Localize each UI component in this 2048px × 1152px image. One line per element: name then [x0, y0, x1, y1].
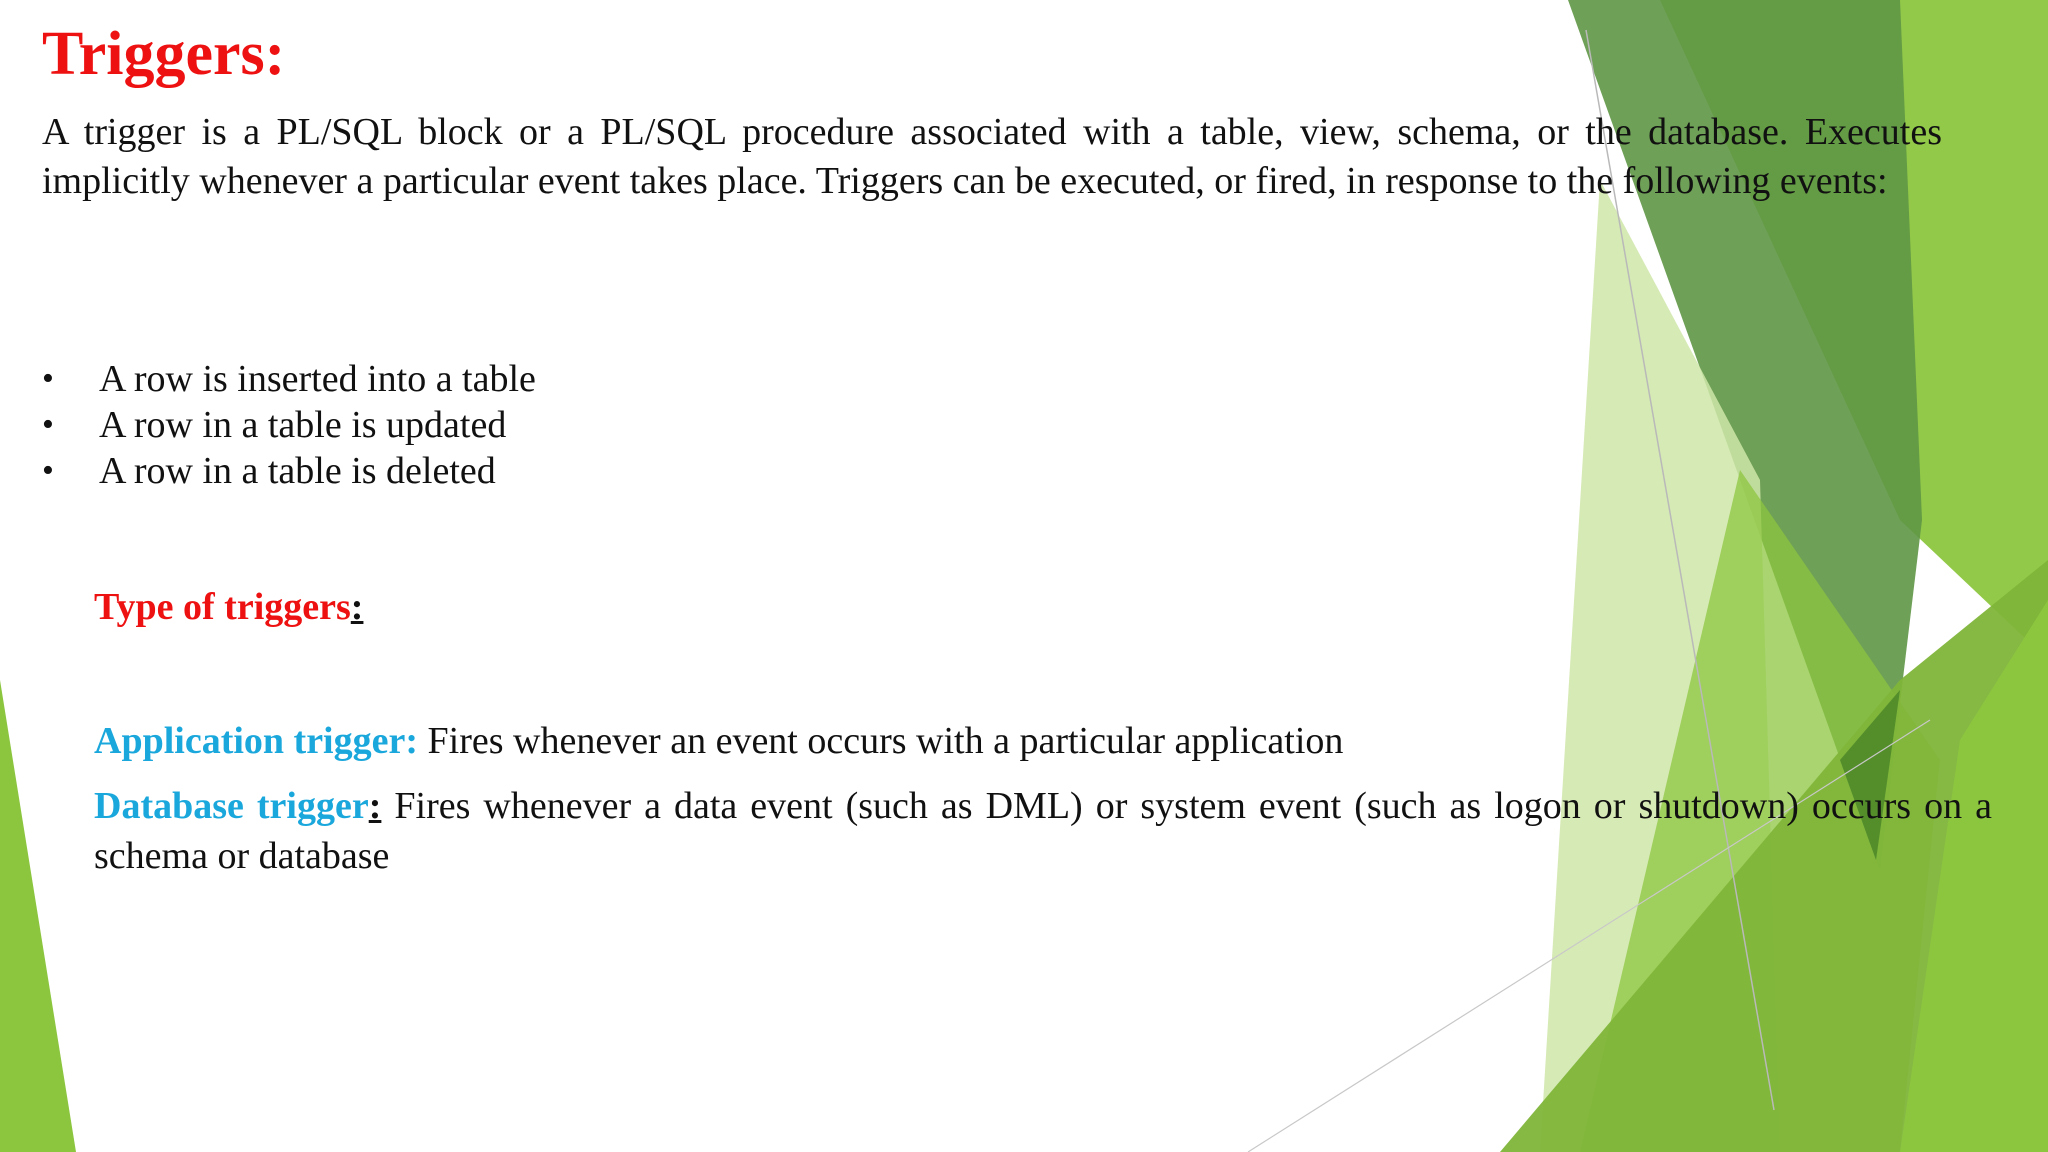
- list-item-text: A row in a table is deleted: [99, 450, 496, 492]
- types-heading-colon: :: [350, 586, 364, 628]
- bullet-icon: •: [42, 360, 54, 397]
- intro-paragraph: A trigger is a PL/SQL block or a PL/SQL procedure associated with a table, view, schema, or the database. Executes implicitly whenever a particular event takes place. Triggers can be executed, or fired, in response to the following events:: [42, 111, 1942, 202]
- application-trigger-term: Application trigger:: [94, 720, 419, 762]
- events-list: [42, 356, 536, 494]
- application-trigger-description: Fires whenever an event occurs with a particular application: [418, 720, 1344, 762]
- list-item: [42, 356, 536, 402]
- slide-title: Triggers:: [42, 20, 286, 88]
- database-trigger-term: Database trigger: [94, 785, 369, 827]
- list-item: [42, 402, 536, 448]
- types-heading-text: Type of triggers: [94, 586, 351, 628]
- bullet-icon: •: [42, 452, 54, 489]
- database-trigger-colon: :: [368, 785, 382, 827]
- types-heading: [94, 580, 363, 634]
- list-item-text: A row in a table is updated: [99, 404, 507, 446]
- bullet-icon: •: [42, 406, 54, 443]
- application-trigger-definition: [94, 714, 1994, 768]
- database-trigger-description: Fires whenever a data event (such as DML) or system event (such as logon or shutdown) occurs on a schema or database: [94, 785, 1992, 877]
- database-trigger-definition: [94, 781, 1992, 881]
- list-item: [42, 448, 536, 494]
- list-item-text: A row is inserted into a table: [99, 358, 536, 400]
